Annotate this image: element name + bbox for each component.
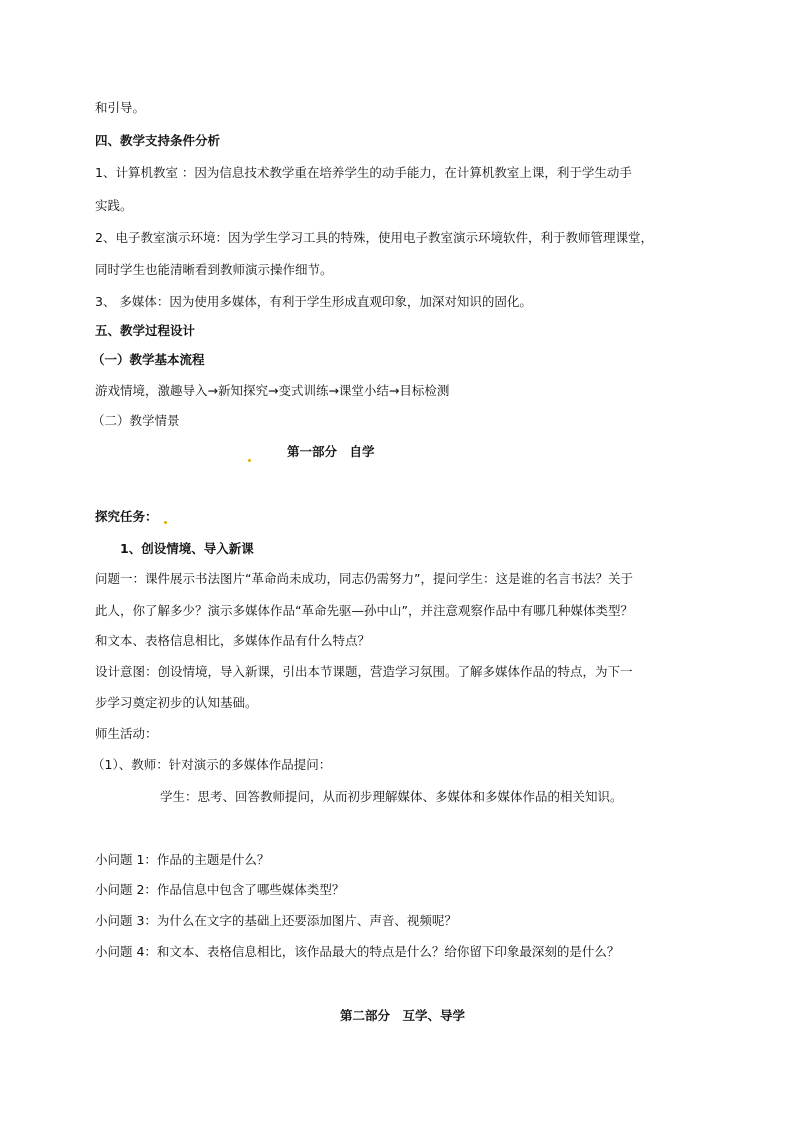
support-item-2-line-2: 同时学生也能清晰看到教师演示操作细节。 bbox=[95, 262, 333, 277]
subsection-basic-flow: （一）教学基本流程 bbox=[92, 352, 205, 367]
support-item-1-line-2: 实践。 bbox=[95, 198, 133, 213]
question-1-line-3: 和文本、表格信息相比，多媒体作品有什么特点？ bbox=[95, 633, 371, 648]
design-intent-line-1: 设计意图：创设情境，导入新课，引出本节课题，营造学习氛围。了解多媒体作品的特点，为下一 bbox=[95, 664, 633, 679]
support-item-1-line-1: 1、计算机教室 ：因为信息技术教学重在培养学生的动手能力，在计算机教室上课，利于学生动手 bbox=[95, 165, 632, 180]
bullet-marker-icon bbox=[164, 516, 167, 529]
student-activity: 学生：思考、回答教师提问，从而初步理解媒体、多媒体和多媒体作品的相关知识。 bbox=[160, 789, 623, 804]
section-heading-support-conditions: 四、教学支持条件分析 bbox=[95, 133, 221, 148]
design-intent-line-2: 步学习奠定初步的认知基础。 bbox=[95, 695, 258, 710]
small-question-4: 小问题 4：和文本、表格信息相比，该作品最大的特点是什么？给你留下印象最深刻的是什么？ bbox=[95, 944, 620, 959]
teaching-flow: 游戏情境，激趣导入→新知探究→变式训练→课堂小结→目标检测 bbox=[95, 383, 450, 398]
teacher-activity: （1）、教师：针对演示的多媒体作品提问： bbox=[92, 757, 332, 772]
support-item-3: 3、 多媒体：因为使用多媒体，有利于学生形成直观印象，加深对知识的固化。 bbox=[95, 294, 532, 309]
section-heading-process-design: 五、教学过程设计 bbox=[95, 323, 196, 338]
question-1-line-1: 问题一：课件展示书法图片“革命尚未成功，同志仍需努力”，提问学生：这是谁的名言书法？关于 bbox=[95, 571, 633, 586]
support-item-2-line-1: 2、电子教室演示环境：因为学生学习工具的特殊，使用电子教室演示环境软件，利于教师管理课堂， bbox=[95, 230, 653, 245]
step-1-title: 1、创设情境、导入新课 bbox=[120, 541, 254, 556]
explore-task-label: 探究任务： bbox=[95, 509, 158, 524]
activity-label: 师生活动： bbox=[95, 726, 158, 741]
part-two-title: 第二部分 互学、导学 bbox=[340, 1008, 466, 1023]
bullet-marker-icon bbox=[248, 454, 251, 467]
small-question-3: 小问题 3：为什么在文字的基础上还要添加图片、声音、视频呢？ bbox=[95, 913, 457, 928]
paragraph-intro-end: 和引导。 bbox=[95, 100, 146, 115]
subsection-teaching-scenario: （二）教学情景 bbox=[92, 413, 180, 428]
question-1-line-2: 此人，你了解多少？演示多媒体作品“革命先驱—孙中山”，并注意观察作品中有哪几种媒体类型？ bbox=[95, 603, 633, 618]
part-one-title: 第一部分 自学 bbox=[287, 444, 375, 459]
small-question-1: 小问题 1：作品的主题是什么？ bbox=[95, 852, 270, 867]
small-question-2: 小问题 2：作品信息中包含了哪些媒体类型？ bbox=[95, 882, 345, 897]
